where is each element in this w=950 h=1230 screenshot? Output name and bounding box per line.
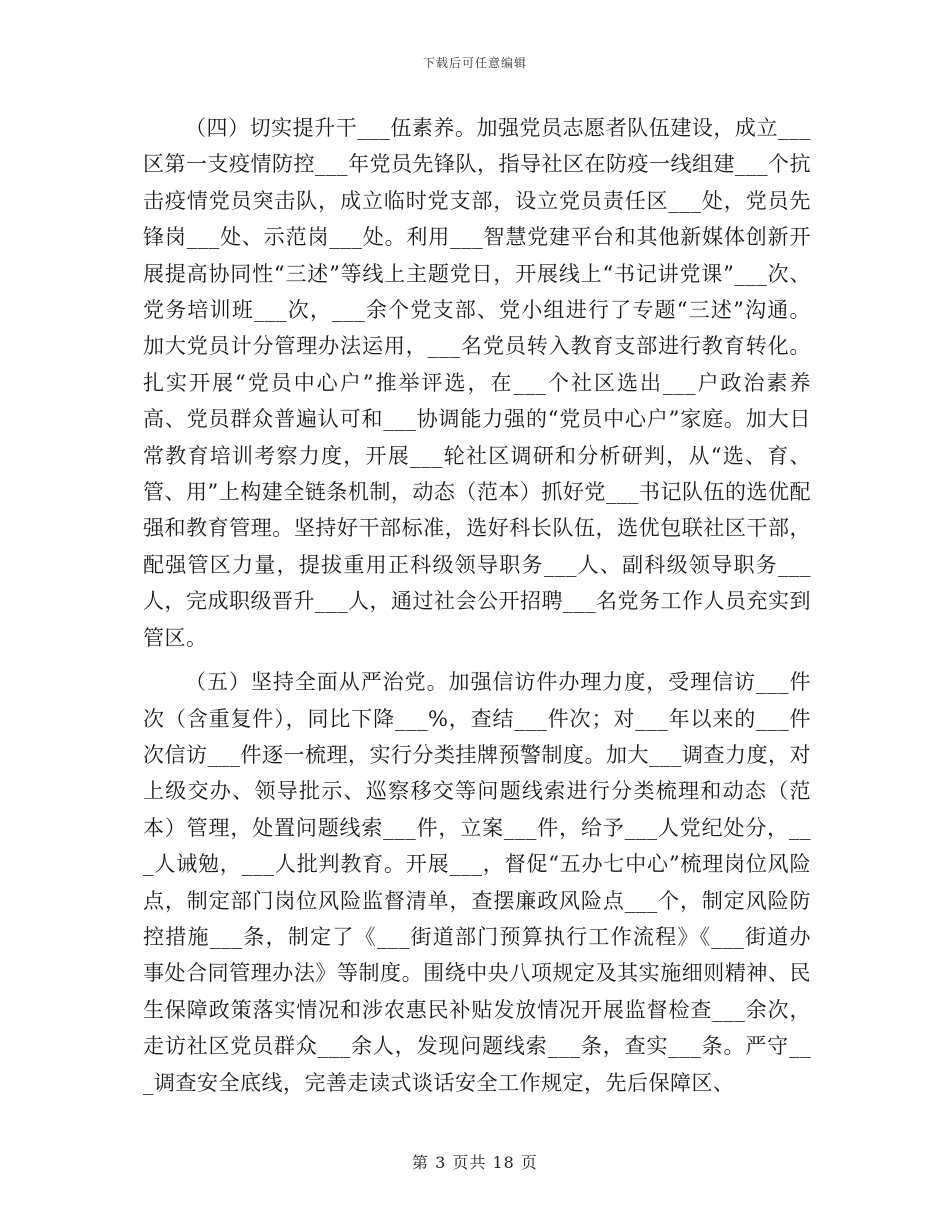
page-number-footer: 第 3 页共 18 页: [412, 1153, 538, 1172]
paragraph-section-four: （四）切实提升干___伍素养。加强党员志愿者队伍建设，成立___区第一支疫情防控___年党员先锋队，指导社区在防疫一线组建___个抗击疫情党员突击队，成立临时党支部，设立党员责任区___处，党员先锋岗___处、示范岗___处。利用___智慧党建平台和其他新媒体创新开展提高协同性“三述”等线上主题党日，开展线上“书记讲党课”___次、党务培训班___次，___余个党支部、党小组进行了专题“三述”沟通。加大党员计分管理办法运用，___名党员转入教育支部进行教育转化。扎实开展“党员中心户”推举评选，在___个社区选出___户政治素养高、党员群众普遍认可和___协调能力强的“党员中心户”家庭。加大日常教育培训考察力度，开展___轮社区调研和分析研判，从“选、育、管、用”上构建全链条机制，动态（范本）抓好党___书记队伍的选优配强和教育管理。坚持好干部标准，选好科长队伍，选优包联社区干部，配强管区力量，提拔重用正科级领导职务___人、副科级领导职务___人，完成职级晋升___人，通过社会公开招聘___名党务工作人员充实到管区。: [143, 116, 811, 650]
page-header-note: 下载后可任意编辑: [422, 56, 527, 70]
document-body: [143, 110, 811, 1101]
paragraph-section-five: （五）坚持全面从严治党。加强信访件办理力度，受理信访___件次（含重复件），同比下降___%，查结___件次；对___年以来的___件次信访___件逐一梳理，实行分类挂牌预警制度。加大___调查力度，对上级交办、领导批示、巡察移交等问题线索进行分类梳理和动态（范本）管理，处置问题线索___件，立案___件，给予___人党纪处分，___人诫勉，___人批判教育。开展___，督促“五办七中心”梳理岗位风险点，制定部门岗位风险监督清单，查摆廉政风险点___个，制定风险防控措施___条，制定了《___街道部门预算执行工作流程》《___街道办事处合同管理办法》等制度。围绕中央八项规定及其实施细则精神、民生保障政策落实情况和涉农惠民补贴发放情况开展监督检查___余次，走访社区党员群众___余人，发现问题线索___条，查实___条。严守___调查安全底线，完善走读式谈话安全工作规定，先后保障区、: [143, 670, 811, 1095]
